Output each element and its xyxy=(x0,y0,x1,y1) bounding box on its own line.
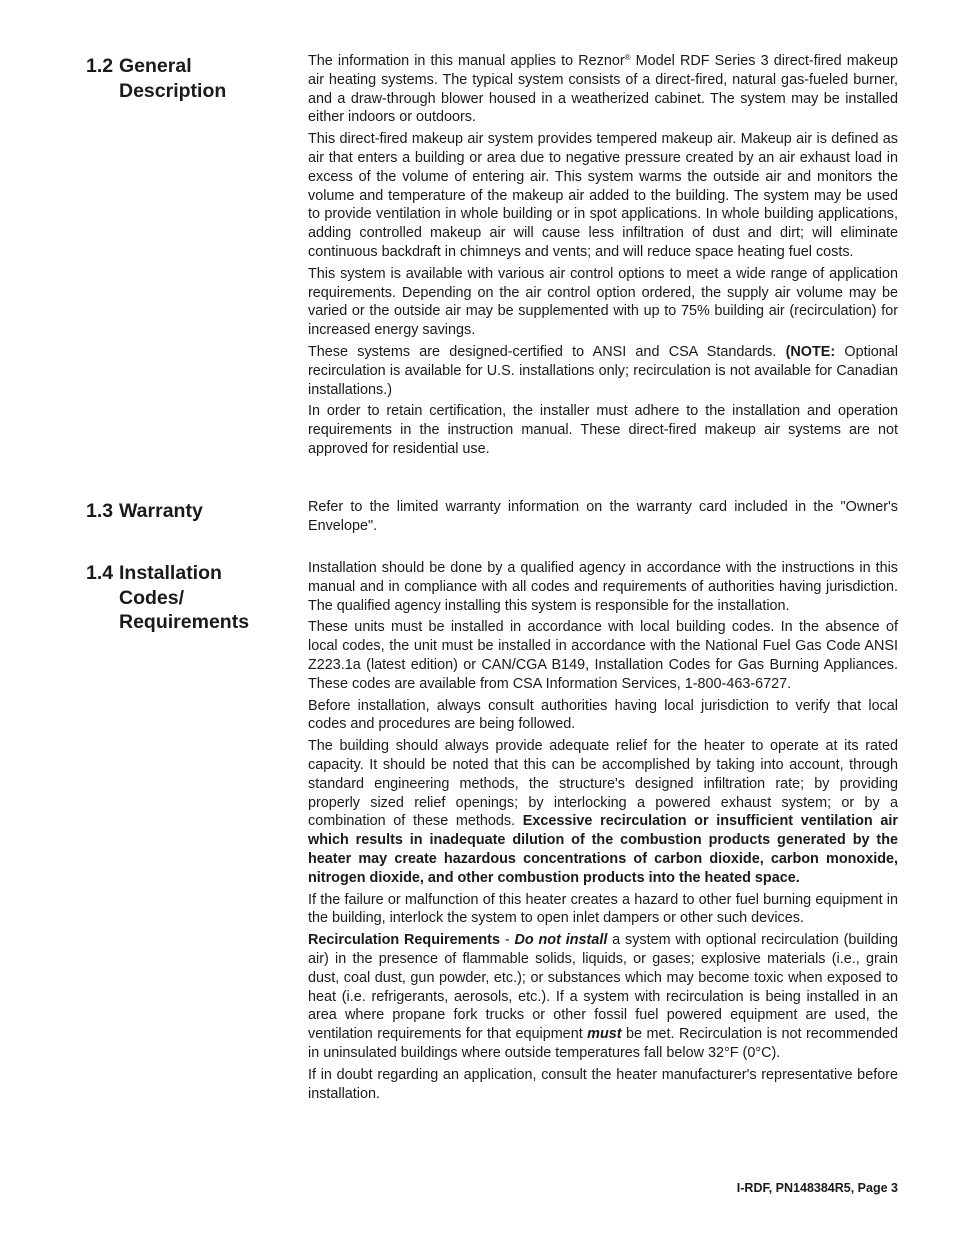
section-number: 1.4 xyxy=(86,562,114,584)
section-title-line2: Codes/ xyxy=(119,586,185,609)
must-emphasis: must xyxy=(587,1026,622,1043)
paragraph: This direct-fired makeup air system provides tempered makeup air. Makeup air is defined as air that enters a building or area due to negative pressure created by an air exhaust load in excess of the volume of entering air. This system warms the outside air and monitors the volume and temperature of the makeup air added to the building. The system may be used to provide ventilation in whole building or in spot applications. In whole building applications, adding controlled makeup air will cause less infiltration of dust and dirt; will eliminate continuous backdraft in chimneys and vents; and will reduce space heating fuel costs. xyxy=(308,131,898,260)
paragraph: This system is available with various air control options to meet a wide range of application requirements. Depending on the air control option ordered, the supply air volume may be varied or the outside air may be supplemented with up to 75% building air (recirculation) for increased energy savings. xyxy=(308,265,898,339)
section-heading-installation-codes xyxy=(86,561,286,635)
paragraph: Installation should be done by a qualified agency in accordance with the instructions in this manual and in compliance with all codes and requirements of authorities having jurisdiction. The qualified agency installing this system is responsible for the installation. xyxy=(308,560,898,614)
section-body-general-description xyxy=(308,52,898,462)
paragraph: If the failure or malfunction of this heater creates a hazard to other fuel burning equipment in the building, interlock the system to open inlet dampers or other such devices. xyxy=(308,891,898,927)
paragraph: Before installation, always consult authorities having local jurisdiction to verify that local codes and procedures are being followed. xyxy=(308,697,898,733)
section-number: 1.3 xyxy=(86,500,114,522)
section-heading-warranty xyxy=(86,499,286,524)
note-label: (NOTE: xyxy=(785,343,836,360)
paragraph: These units must be installed in accordance with local building codes. In the absence of local codes, the unit must be installed in accordance with the National Fuel Gas Code ANSI Z223.1a (latest edition) or CAN/CGA B149, Installation Codes for Gas Burning Appliances. These codes are available from CSA Information Services, 1-800-463-6727. xyxy=(308,619,898,692)
section-title-line2: Description xyxy=(119,79,227,102)
section-title-line3: Requirements xyxy=(119,611,250,633)
paragraph: Recirculation Requirements - Do not install a system with optional recirculation (building air) in the presence of flammable solids, liquids, or gases; explosive materials (i.e., grain dust, coal dust, gun powder, etc.); or substances which may become toxic when exposed to heat (i.e. refrigerants, aerosols, etc.). If a system with recirculation is being installed in an area where propane fork trucks or other fossil fuel powered equipment are used, the ventilation requirements for that equipment must be met. Recirculation is not recommended in uninsulated buildings where outside temperatures fall below 32°F (0°C). xyxy=(308,932,898,1061)
section-body-installation-codes xyxy=(308,559,898,1106)
section-body-warranty xyxy=(308,498,898,539)
section-title-line1: General xyxy=(119,55,192,77)
paragraph: Refer to the limited warranty information on the warranty card included in the "Owner's Envelope". xyxy=(308,499,898,534)
paragraph: The information in this manual applies to Reznor® Model RDF Series 3 direct-fired makeup air heating systems. The typical system consists of a direct-fired, natural gas-fueled burner, and a draw-through blower housed in a weatherized cabinet. The system may be installed either indoors or outdoors. xyxy=(308,53,898,126)
do-not-install-emphasis: Do not install xyxy=(514,932,608,949)
section-heading-general-description xyxy=(86,54,286,103)
paragraph: In order to retain certification, the installer must adhere to the installation and operation requirements in the instruction manual. These direct-fired makeup air systems are not approved for residential use. xyxy=(308,403,898,457)
registered-mark: ® xyxy=(624,53,631,62)
paragraph: If in doubt regarding an application, consult the heater manufacturer's representative before installation. xyxy=(308,1066,898,1102)
section-title-line1: Warranty xyxy=(119,500,203,522)
page-footer: I-RDF, PN148384R5, Page 3 xyxy=(736,1181,898,1195)
section-number: 1.2 xyxy=(86,55,114,77)
section-title-line1: Installation xyxy=(119,562,222,584)
warning-text: Excessive recirculation or insufficient ventilation air which results in inadequate dilution of the combustion products generated by the heater may create hazardous concentrations of carbon dioxide, carbon monoxide, nitrogen dioxide, and other combustion products into the heated space. xyxy=(308,813,898,886)
paragraph: These systems are designed-certified to ANSI and CSA Standards. (NOTE: Optional recirculation is available for U.S. installations only; recirculation is not available for Canadian installations.) xyxy=(308,343,898,398)
paragraph: The building should always provide adequate relief for the heater to operate at its rated capacity. It should be noted that this can be accomplished by taking into account, through standard engineering methods, the structure's designed infiltration rate; by providing properly sized relief openings; by interlocking a powered exhaust system; or by a combination of these methods. Excessive recirculation or insufficient ventilation air which results in inadequate dilution of the combustion products generated by the heater may create hazardous concentrations of carbon dioxide, carbon monoxide, nitrogen dioxide, and other combustion products into the heated space. xyxy=(308,738,898,886)
recirculation-label: Recirculation Requirements xyxy=(308,932,500,949)
